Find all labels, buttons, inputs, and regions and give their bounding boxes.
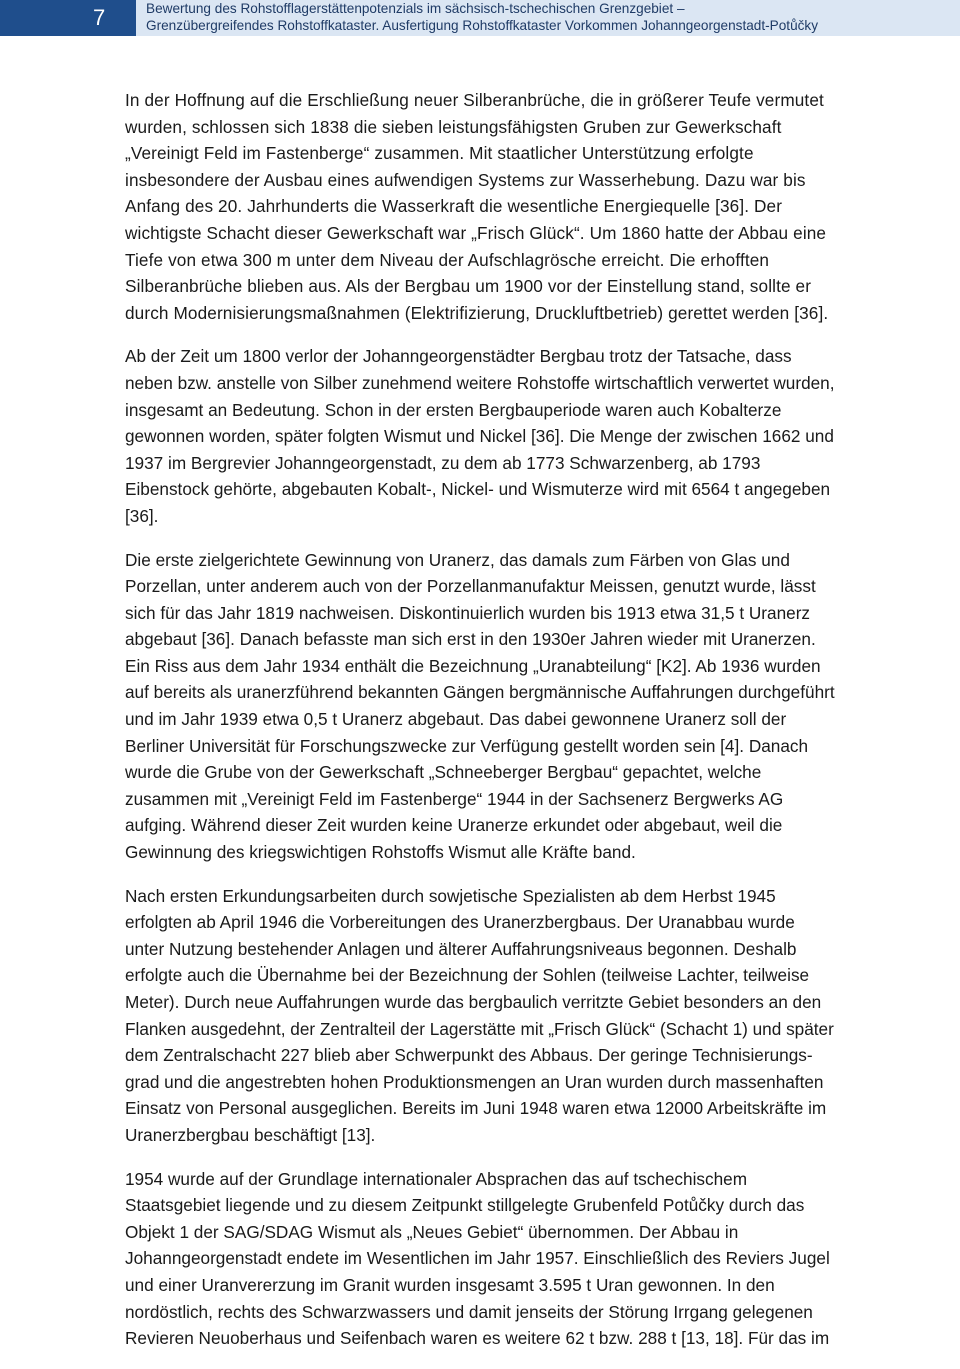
text-line: insgesamt an Bedeutung. Schon in der ersten Bergbauperiode waren auch Kobalterze [125,399,782,420]
text-line: Die erste zielgerichtete Gewinnung von Uranerz, das damals zum Färben von Glas und [125,549,790,570]
text-line: dem Zentralschacht 227 blieb aber Schwerpunkt des Abbaus. Der geringe Technisierungs- [125,1045,813,1066]
text-line: neben bzw. anstelle von Silber zunehmend weitere Rohstoffe wirtschaftlich verwertet wurden, [125,372,835,393]
paragraph-4 [125,883,960,1149]
text-line: In der Hoffnung auf die Erschließung neuer Silberanbrüche, die in größerer Teufe vermutet [125,90,824,110]
text-line: [36]. [125,505,159,526]
page-number-box [0,0,136,36]
text-line: erfolgte auch die Übernahme bei der Bezeichnung der Sohlen (teilweise Lachter, teilweise [125,965,810,986]
paragraph-2 [125,343,960,529]
text-line: 1937 im Bergrevier Johanngeorgenstadt, zu dem ab 1773 Schwarzenberg, ab 1793 [125,452,761,473]
text-line: Porzellan, unter anderem auch von der Porzellanmanufaktur Meissen, genutzt wurde, lässt [125,576,816,597]
text-line: Berliner Universität für Forschungszwecke zur Verfügung gestellt worden sein [4]. Danach [125,735,809,756]
header-title-line-1: Bewertung des Rohstofflagerstättenpotenzials im sächsisch-tschechischen Grenzgebiet – [146,1,685,16]
text-line: Revieren Neuoberhaus und Seifenbach waren es weitere 62 t bzw. 288 t [13, 18]. Für das im [125,1328,830,1349]
page-number: 7 [93,5,106,30]
text-line: wurden, schlossen sich 1838 die sieben leistungsfähigsten Gruben zur Gewerkschaft [125,116,782,137]
text-line: Tiefe von etwa 300 m unter dem Niveau der Aufschlagrösche erreicht. Die erhofften [125,249,770,270]
text-line: 1954 wurde auf der Grundlage internationaler Absprachen das auf tschechischem [125,1168,748,1189]
text-line: erfolgten ab April 1946 die Vorbereitungen des Uranerzbergbaus. Der Uranabbau wurde [125,912,795,933]
text-line: wurde die Grube von der Gewerkschaft „Schneeberger Bergbau“ gepachtet, welche [125,762,762,783]
text-line: Johanngeorgenstadt endete im Wesentlichen im Jahr 1957. Einschließlich des Reviers Jugel [125,1248,830,1269]
text-line: Meter). Durch neue Auffahrungen wurde das bergbaulich verritzte Gebiet besonders an den [125,992,822,1012]
text-line: grad und die angestrebten hohen Produktionsmengen an Uran wurden durch massenhaften [125,1071,824,1092]
text-line: Silberanbrüche blieben aus. Als der Bergbau um 1900 vor der Einstellung stand, sollte er [125,276,812,297]
header-title-line-2: Grenzübergreifendes Rohstoffkataster. Ausfertigung Rohstoffkataster Vorkommen Johanngeorgenstadt-Potůčky [146,18,819,33]
text-line: durch Modernisierungsmaßnahmen (Elektrifizierung, Druckluftbetrieb) gerettet werden [36]. [125,302,829,323]
text-line: unter Nutzung bestehender Anlagen und älterer Auffahrungsniveaus begonnen. Deshalb [125,938,797,959]
paragraph-3 [125,547,960,866]
text-line: Objekt 1 der SAG/SDAG Wismut als „Neues Gebiet“ übernommen. Der Abbau in [125,1221,739,1242]
text-line: Gewinnung des kriegswichtigen Rohstoffs Wismut alle Kräfte band. [125,842,636,863]
page-header [0,0,960,36]
text-line: Flanken ausgedehnt, der Zentralteil der Lagerstätte mit „Frisch Glück“ (Schacht 1) und später [125,1018,834,1039]
document-body [125,87,960,1369]
text-line: und einer Uranvererzung im Granit wurden insgesamt 3.595 t Uran gewonnen. In den [125,1274,775,1295]
text-line: Staatsgebiet liegende und zu diesem Zeitpunkt stillgelegte Grubenfeld Potůčky durch das [125,1195,805,1216]
text-line: abgebaut [36]. Danach befasste man sich erst in den 1930er Jahren wieder mit Uranerzen. [125,629,816,650]
text-line: Ein Riss aus dem Jahr 1934 enthält die Bezeichnung „Uranabteilung“ [K2]. Ab 1936 wurden [125,655,821,676]
text-line: Anfang des 20. Jahrhunderts die Wasserkraft die wesentliche Energiequelle [36]. Der [125,196,783,217]
text-line: Eibenstock gehörte, abgebauten Kobalt-, Nickel- und Wismuterze wird mit 6564 t angegeben [125,479,831,500]
text-line: nordöstlich, rechts des Schwarzwassers und damit jenseits der Störung Irrgang gelegenen [125,1301,813,1322]
text-line: Ab der Zeit um 1800 verlor der Johanngeorgenstädter Bergbau trotz der Tatsache, dass [125,346,792,367]
text-line: auf bereits als uranerzführend bekannten Gängen bergmännische Auffahrungen durchgeführt [125,682,835,703]
text-line: und im Jahr 1939 etwa 0,5 t Uranerz abgebaut. Das dabei gewonnene Uranerz soll der [125,709,787,730]
text-line: wichtigste Schacht dieser Gewerkschaft war „Frisch Glück“. Um 1860 hatte der Abbau eine [125,222,827,243]
text-line: Uranerzbergbau beschäftigt [13]. [125,1124,376,1145]
text-line: insbesondere der Ausbau eines aufwendigen Systems zur Wasserhebung. Dazu war bis [125,169,806,190]
text-line: Nach ersten Erkundungsarbeiten durch sowjetische Spezialisten ab dem Herbst 1945 [125,885,776,906]
text-line: Einsatz von Personal ausgeglichen. Bereits im Juni 1948 waren etwa 12000 Arbeitskräfte im [125,1098,827,1119]
paragraph-1 [125,87,960,326]
header-title [146,0,958,34]
text-line: „Vereinigt Feld im Fastenberge“ zusammen. Mit staatlicher Unterstützung erfolgte [125,143,754,164]
paragraph-5 [125,1166,960,1352]
text-line: sich für das Jahr 1819 nachweisen. Diskontinuierlich wurden bis 1913 etwa 31,5 t Uranerz [125,602,811,623]
text-line: zusammen mit „Vereinigt Feld im Fastenberge“ 1944 in der Sachsenerz Bergwerks AG [125,788,784,809]
text-line: gewonnen worden, später folgten Wismut und Nickel [36]. Die Menge der zwischen 1662 und [125,426,834,447]
text-line: aufging. Während dieser Zeit wurden keine Uranerze erkundet oder abgebaut, weil die [125,815,783,836]
